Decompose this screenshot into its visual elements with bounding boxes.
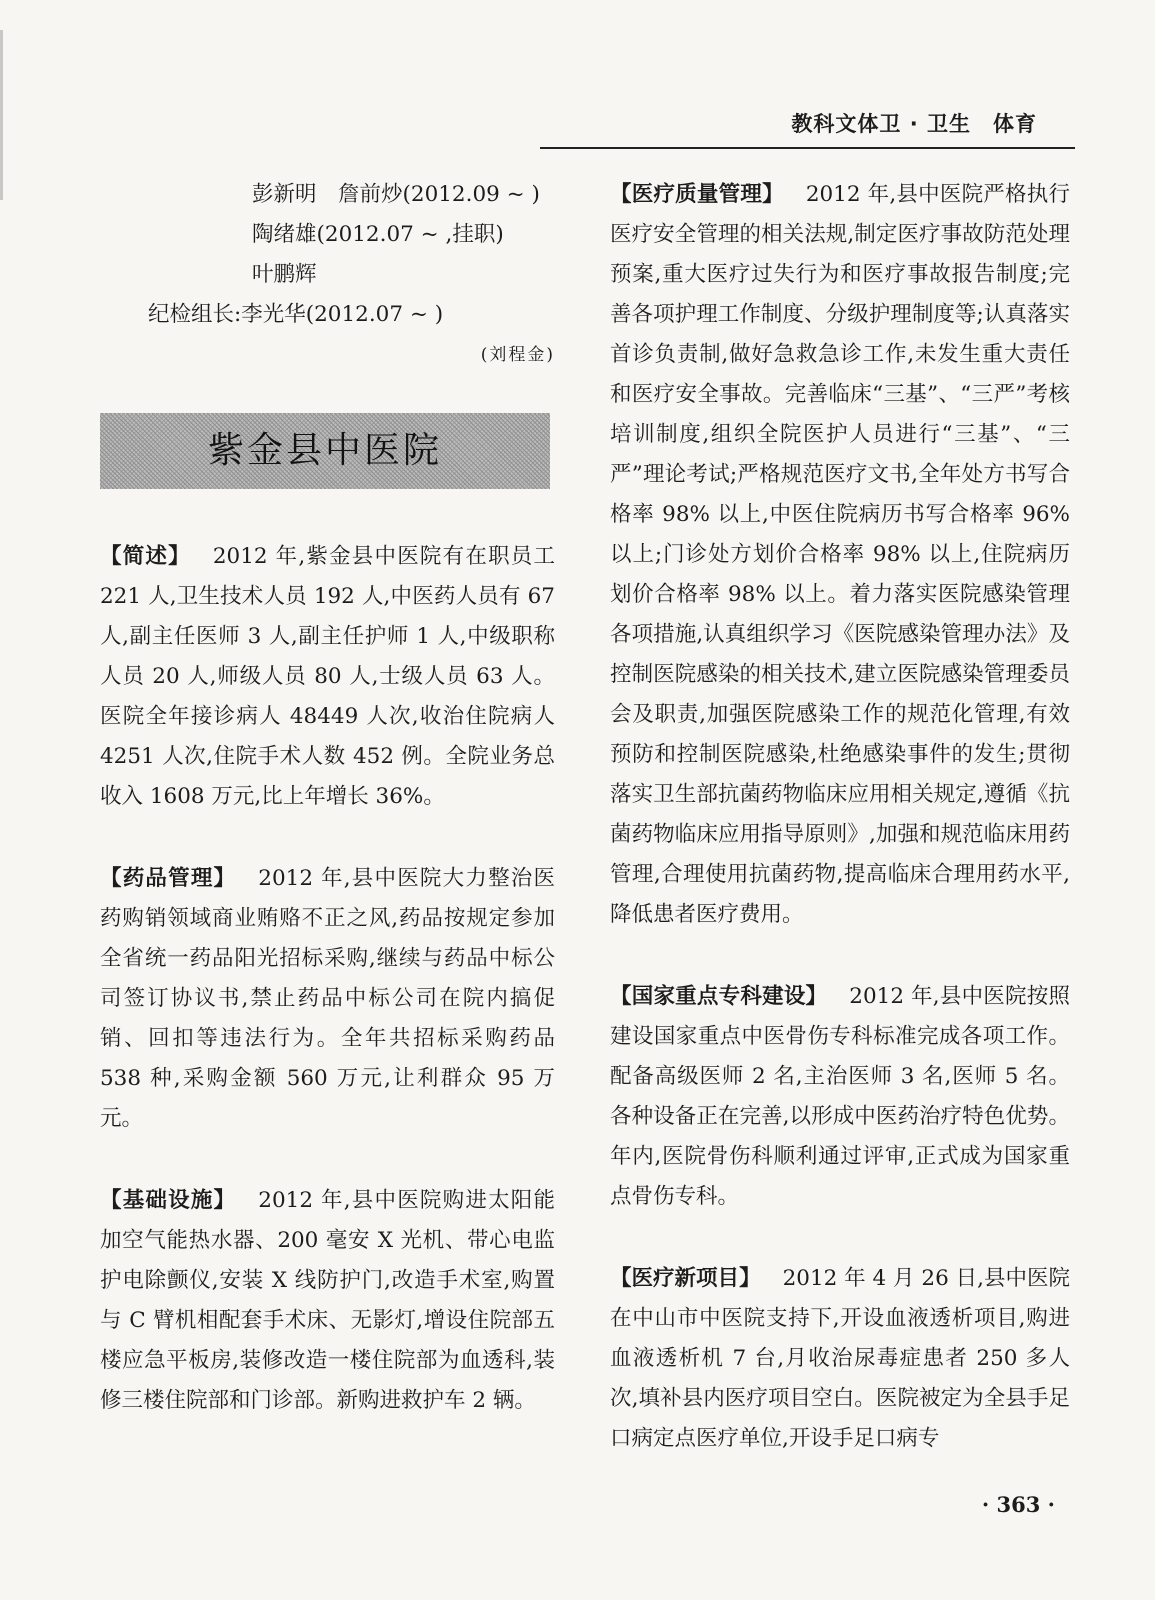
section-heading: 【药品管理】	[100, 866, 237, 891]
section-body: 2012 年 4 月 26 日,县中医院在中山市中医院支持下,开设血液透析项目,购进血液透析机 7 台,月收治尿毒症患者 250 多人次,填补县内医疗项目空白。医院被定为全县手足口病定点医疗单位,开设手足口病专	[610, 1266, 1070, 1451]
section-body: 2012 年,县中医院按照建设国家重点中医骨伤专科标准完成各项工作。配备高级医师 2 名,主治医师 3 名,医师 5 名。各种设备正在完善,以形成中医药治疗特色优势。年内,医院骨伤科顺利通过评审,正式成为国家重点骨伤专科。	[610, 984, 1070, 1209]
scan-edge-mark	[0, 30, 3, 200]
right-column	[610, 175, 1070, 1501]
leader-line: 彭新明 詹前炒(2012.09 ~ )	[252, 182, 540, 207]
page-number: · 363 ·	[981, 1492, 1055, 1517]
section-heading: 【简述】	[100, 544, 191, 569]
running-head: 教科文体卫 · 卫生 体育	[791, 112, 1037, 136]
section-overview	[100, 537, 555, 817]
section-heading: 【医疗新项目】	[610, 1266, 761, 1291]
leader-line: 陶绪雄(2012.07 ~ ,挂职)	[252, 222, 504, 247]
entry-title: 紫金县中医院	[207, 430, 442, 471]
left-column	[100, 175, 555, 1463]
section-medical-quality	[610, 175, 1070, 935]
section-infrastructure	[100, 1181, 555, 1421]
header-rule	[540, 147, 1075, 149]
section-new-projects	[610, 1259, 1070, 1459]
section-body: 2012 年,紫金县中医院有在职员工 221 人,卫生技术人员 192 人,中医药人员有 67 人,副主任医师 3 人,副主任护师 1 人,中级职称人员 20 人,师级人员 80 人,士级人员 63 人。医院全年接诊病人 48449 人次,收治住院病人 4251 人次,住院手术人数 452 例。全院业务总收入 1608 万元,比上年增长 36%。	[100, 544, 555, 809]
section-heading: 【国家重点专科建设】	[610, 984, 828, 1009]
section-heading: 【医疗质量管理】	[610, 182, 784, 207]
section-heading: 【基础设施】	[100, 1188, 237, 1213]
section-body: 2012 年,县中医院大力整治医药购销领域商业贿赂不正之风,药品按规定参加全省统一药品阳光招标采购,继续与药品中标公司签订协议书,禁止药品中标公司在院内搞促销、回扣等违法行为。全年共招标采购药品 538 种,采购金额 560 万元,让利群众 95 万元。	[100, 866, 555, 1131]
leader-line: 叶鹏辉	[252, 262, 317, 287]
entry-title-box	[100, 413, 550, 489]
discipline-leader-line: 纪检组长:李光华(2012.07 ~ )	[148, 302, 444, 327]
section-body: 2012 年,县中医院严格执行医疗安全管理的相关法规,制定医疗事故防范处理预案,重大医疗过失行为和医疗事故报告制度;完善各项护理工作制度、分级护理制度等;认真落实首诊负责制,做好急救急诊工作,未发生重大责任和医疗安全事故。完善临床“三基”、“三严”考核培训制度,组织全院医护人员进行“三基”、“三严”理论考试;严格规范医疗文书,全年处方书写合格率 98% 以上,中医住院病历书写合格率 96% 以上;门诊处方划价合格率 98% 以上,住院病历划价合格率 98% 以上。着力落实医院感染管理各项措施,认真组织学习《医院感染管理办法》及控制医院感染的相关技术,建立医院感染管理委员会及职责,加强医院感染工作的规范化管理,有效预防和控制医院感染,杜绝感染事件的发生;贯彻落实卫生部抗菌药物临床应用相关规定,遵循《抗菌药物临床应用指导原则》,加强和规范临床用药管理,合理使用抗菌药物,提高临床合理用药水平,降低患者医疗费用。	[610, 182, 1070, 927]
section-drug-management	[100, 859, 555, 1139]
author-attribution: (刘程金)	[480, 345, 555, 365]
section-body: 2012 年,县中医院购进太阳能加空气能热水器、200 毫安 X 光机、带心电监护电除颤仪,安装 X 线防护门,改造手术室,购置与 C 臂机相配套手术床、无影灯,增设住院部五楼应急平板房,装修改造一楼住院部为血透科,装修三楼住院部和门诊部。新购进救护车 2 辆。	[100, 1188, 555, 1413]
section-key-specialty	[610, 977, 1070, 1217]
